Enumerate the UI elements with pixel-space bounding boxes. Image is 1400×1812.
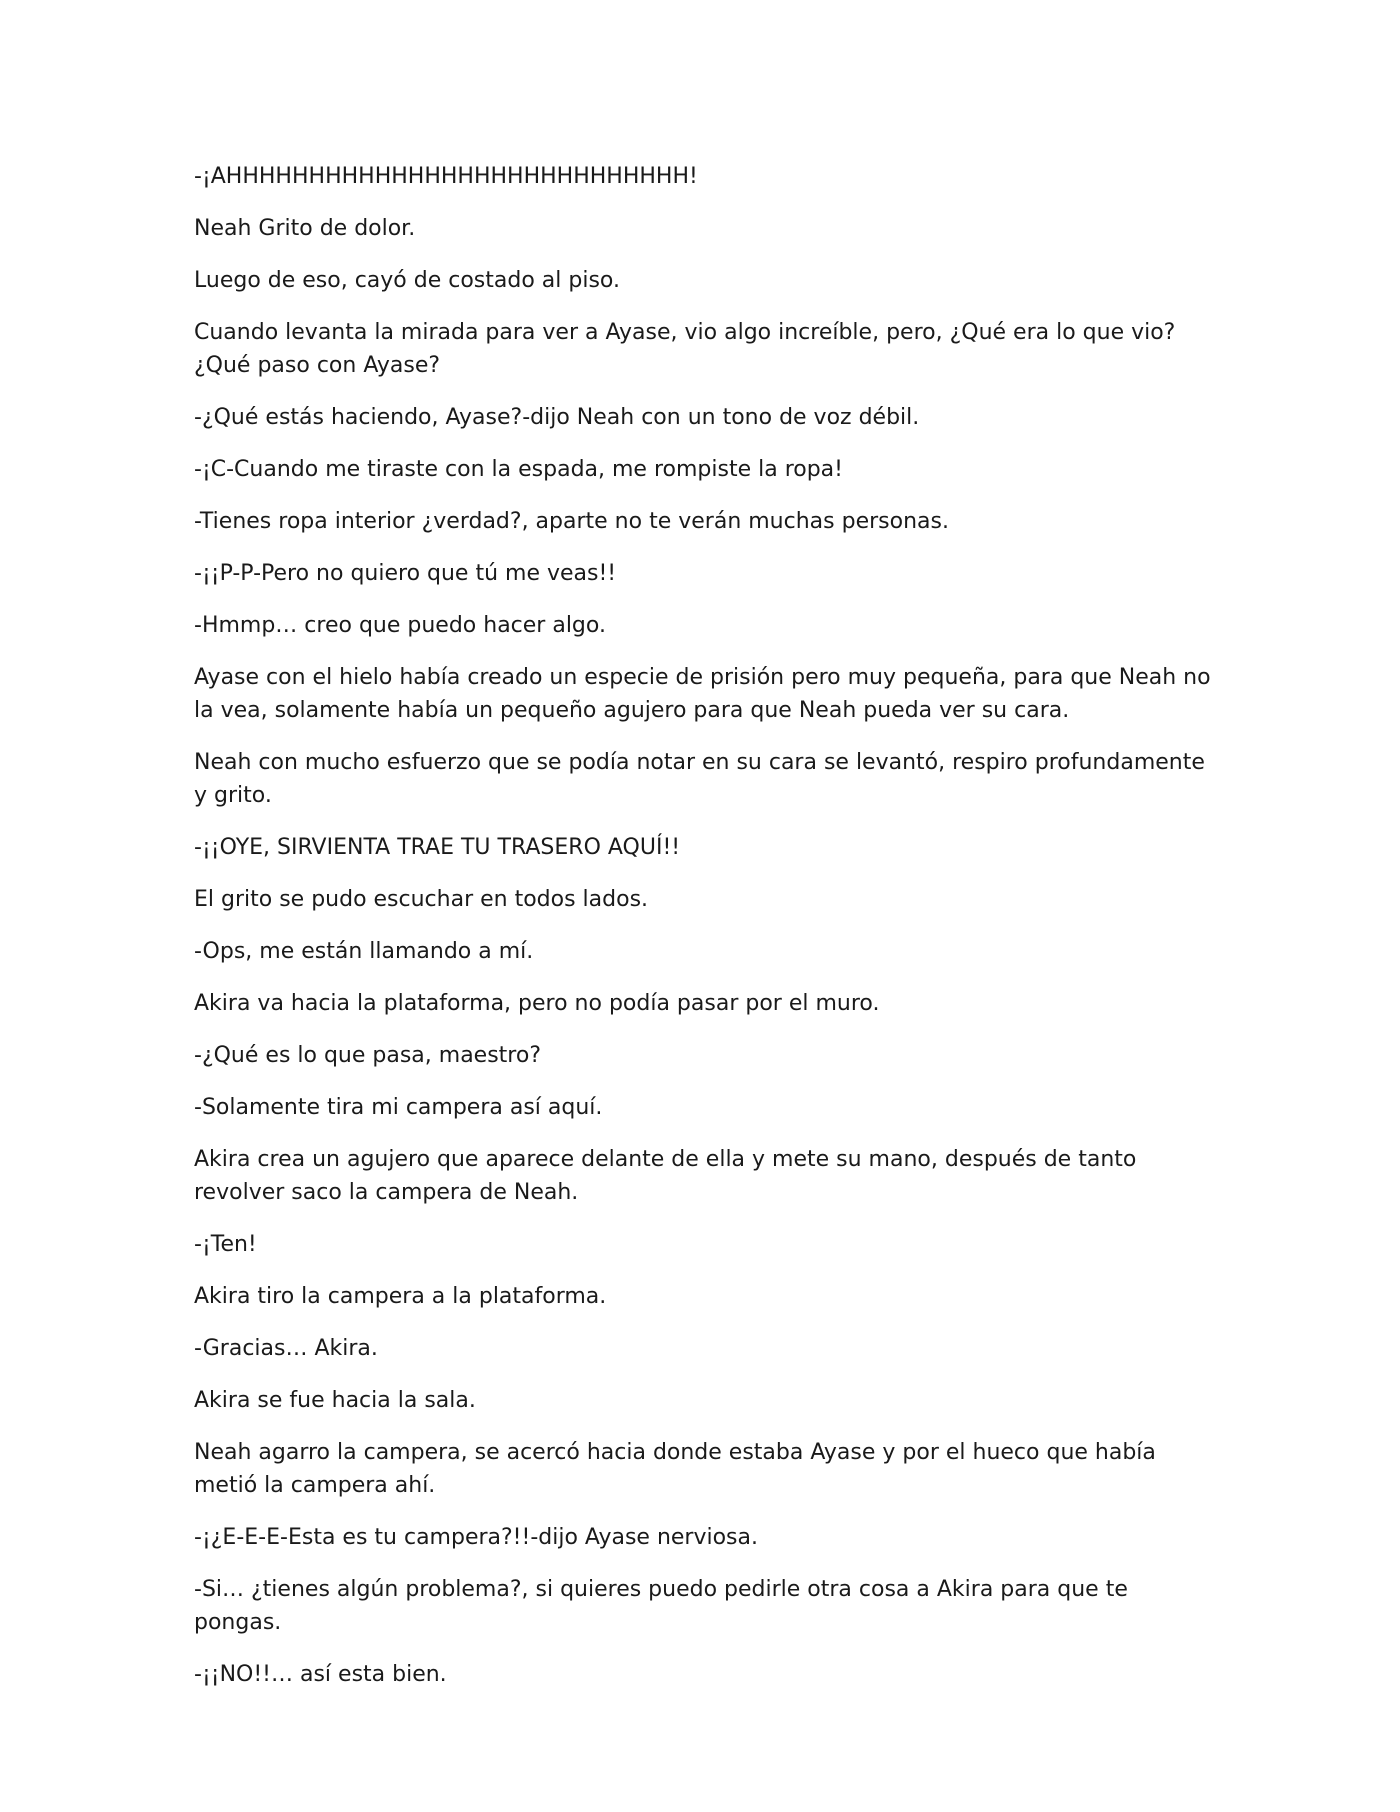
- document-body: [194, 160, 1214, 1710]
- paragraph: Ayase con el hielo había creado un especie de prisión pero muy pequeña, para que Neah no la vea, solamente había un pequeño agujero para que Neah pueda ver su cara.: [194, 665, 1211, 723]
- paragraph: Neah agarro la campera, se acercó hacia donde estaba Ayase y por el hueco que había metió la campera ahí.: [194, 1440, 1156, 1498]
- paragraph: Akira crea un agujero que aparece delante de ella y mete su mano, después de tanto revolver saco la campera de Neah.: [194, 1147, 1137, 1205]
- paragraph: Neah con mucho esfuerzo que se podía notar en su cara se levantó, respiro profundamente y grito.: [194, 750, 1205, 808]
- paragraph: -¡Ten!: [194, 1232, 257, 1257]
- paragraph: -¡¡P-P-Pero no quiero que tú me veas!!: [194, 561, 617, 586]
- paragraph: -¡¿E-E-E-Esta es tu campera?!!-dijo Ayase nerviosa.: [194, 1525, 758, 1550]
- paragraph: Cuando levanta la mirada para ver a Ayase, vio algo increíble, pero, ¿Qué era lo que vio? ¿Qué paso con Ayase?: [194, 320, 1176, 378]
- paragraph: Akira va hacia la plataforma, pero no podía pasar por el muro.: [194, 991, 880, 1016]
- paragraph: -Si… ¿tienes algún problema?, si quieres puedo pedirle otra cosa a Akira para que te pongas.: [194, 1577, 1128, 1635]
- paragraph: -Hmmp… creo que puedo hacer algo.: [194, 613, 606, 638]
- paragraph: -Gracias… Akira.: [194, 1336, 378, 1361]
- paragraph: -¡AHHHHHHHHHHHHHHHHHHHHHHHHHHHH!: [194, 164, 698, 189]
- paragraph: El grito se pudo escuchar en todos lados.: [194, 887, 649, 912]
- paragraph: Neah Grito de dolor.: [194, 216, 416, 241]
- paragraph: Akira se fue hacia la sala.: [194, 1388, 476, 1413]
- paragraph: -¡¡OYE, SIRVIENTA TRAE TU TRASERO AQUÍ!!: [194, 835, 681, 860]
- paragraph: Akira tiro la campera a la plataforma.: [194, 1284, 607, 1309]
- paragraph: -¿Qué estás haciendo, Ayase?-dijo Neah con un tono de voz débil.: [194, 405, 920, 430]
- paragraph: -Tienes ropa interior ¿verdad?, aparte no te verán muchas personas.: [194, 509, 949, 534]
- paragraph: -Ops, me están llamando a mí.: [194, 939, 534, 964]
- paragraph: -¡¡NO!!… así esta bien.: [194, 1662, 447, 1687]
- paragraph: -¡C-Cuando me tiraste con la espada, me rompiste la ropa!: [194, 457, 843, 482]
- paragraph: -¿Qué es lo que pasa, maestro?: [194, 1043, 542, 1068]
- paragraph: -Solamente tira mi campera así aquí.: [194, 1095, 603, 1120]
- paragraph: Luego de eso, cayó de costado al piso.: [194, 268, 620, 293]
